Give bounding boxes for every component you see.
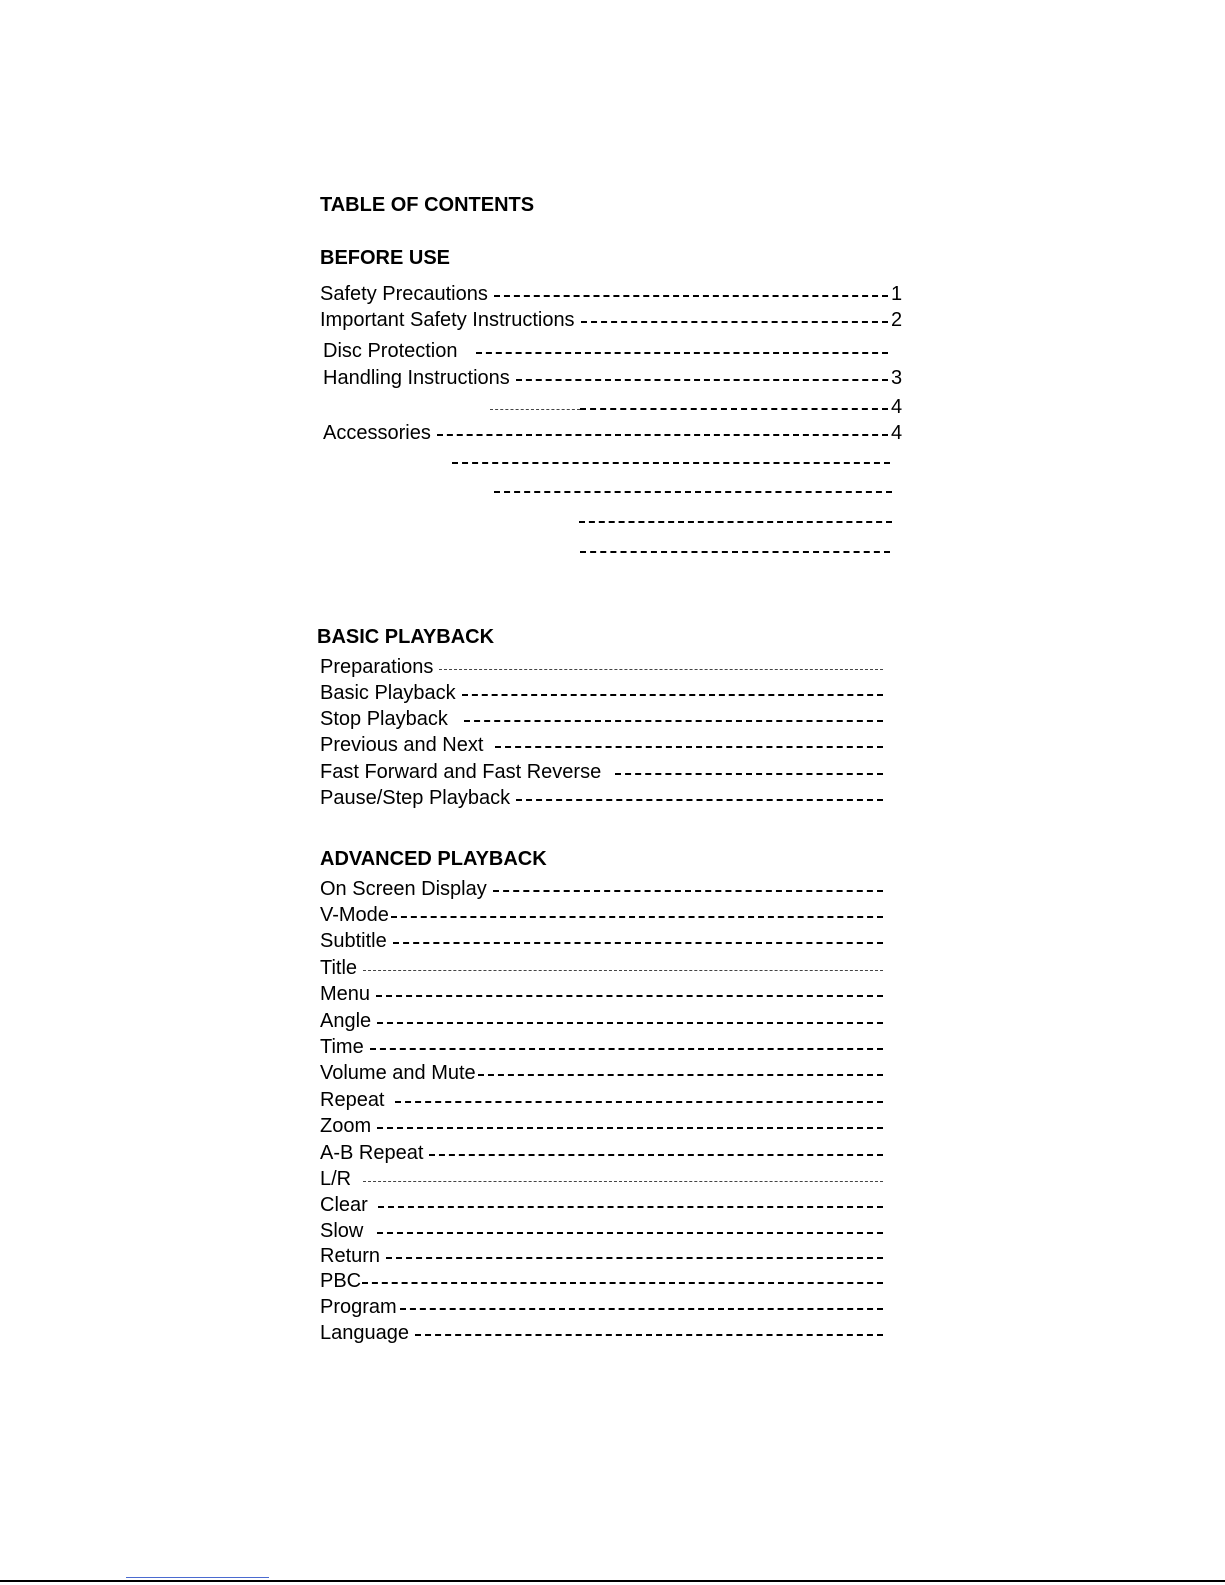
toc-entry-program (320, 1294, 886, 1320)
toc-entry-basic-playback (320, 680, 886, 706)
toc-entry-previous-and-next (320, 732, 886, 758)
toc-entry-label: Accessories (323, 422, 431, 444)
dot-leader (516, 379, 888, 381)
dot-leader (400, 1308, 883, 1310)
toc-entry-label: Repeat (320, 1089, 385, 1111)
dot-leader (580, 551, 890, 553)
toc-entry-pause-step-playback (320, 785, 886, 811)
toc-entry-label: Safety Precautions (320, 283, 488, 305)
dot-leader (393, 942, 883, 944)
toc-entry-label: Return (320, 1245, 381, 1267)
toc-entry-page: 1 (891, 283, 903, 305)
toc-entry-important-safety-instructions (320, 307, 905, 333)
toc-entry-unlabeled (490, 394, 905, 420)
toc-entry-label: Zoom (320, 1115, 372, 1137)
dot-leader (493, 890, 883, 892)
toc-entry-menu (320, 981, 886, 1007)
dot-leader (437, 434, 888, 436)
toc-entry-label: On Screen Display (320, 878, 487, 900)
section-heading-advanced-playback: ADVANCED PLAYBACK (320, 848, 547, 870)
dot-leader (429, 1154, 883, 1156)
dot-leader (495, 746, 883, 748)
toc-entry-label: Previous and Next (320, 734, 484, 756)
section-heading-before-use: BEFORE USE (320, 247, 451, 269)
dot-leader (395, 1101, 884, 1103)
dot-leader (386, 1257, 883, 1259)
toc-entry-label: Handling Instructions (323, 367, 510, 389)
toc-entry-slow (320, 1218, 886, 1244)
toc-entry-label: Program (320, 1296, 397, 1318)
toc-entry-label: Clear (320, 1194, 368, 1216)
dot-leader (581, 321, 888, 323)
dot-leader (579, 521, 892, 523)
dot-leader (476, 352, 889, 354)
toc-entry-on-screen-display (320, 876, 886, 902)
toc-entry-safety-precautions (320, 281, 905, 307)
toc-entry-time (320, 1034, 886, 1060)
dot-leader (377, 1232, 883, 1234)
toc-entry-label: L/R (320, 1168, 352, 1190)
section-heading-basic-playback: BASIC PLAYBACK (317, 626, 495, 648)
dot-leader (615, 773, 883, 775)
toc-entry-label: Menu (320, 983, 371, 1005)
toc-entry-accessories (323, 420, 905, 446)
dot-leader (452, 462, 890, 464)
toc-entry-label: Volume and Mute (320, 1062, 476, 1084)
toc-entry-clear (320, 1192, 886, 1218)
dot-leader (377, 1022, 883, 1024)
toc-entry-page: 3 (891, 367, 903, 389)
dot-leader (362, 1282, 883, 1284)
toc-entry-preparations (320, 654, 886, 680)
toc-entry-zoom (320, 1113, 886, 1139)
footer-rule (0, 1580, 1225, 1582)
toc-entry-label: Time (320, 1036, 364, 1058)
dot-leader (478, 1074, 883, 1076)
dot-leader (363, 970, 883, 971)
dot-leader (378, 1206, 883, 1208)
toc-entry-label: Basic Playback (320, 682, 456, 704)
toc-entry-return (320, 1243, 886, 1269)
dot-leader (490, 409, 580, 410)
toc-entry-label: Title (320, 957, 358, 979)
footer-link-underline (126, 1577, 269, 1578)
toc-entry-stop-playback (320, 706, 886, 732)
toc-entry-label: Slow (320, 1220, 364, 1242)
toc-entry-a-b-repeat (320, 1140, 886, 1166)
toc-entry-label: PBC (320, 1270, 362, 1292)
dot-leader (370, 1048, 883, 1050)
toc-entry-angle (320, 1008, 886, 1034)
dot-leader (516, 799, 883, 801)
toc-entry-label: Pause/Step Playback (320, 787, 511, 809)
toc-entry-volume-and-mute (320, 1060, 886, 1086)
toc-entry-label: Important Safety Instructions (320, 309, 575, 331)
dot-leader (494, 491, 892, 493)
toc-entry-label: Fast Forward and Fast Reverse (320, 761, 602, 783)
toc-entry-label: Subtitle (320, 930, 387, 952)
toc-entry-label: Preparations (320, 656, 434, 678)
toc-entry-language (320, 1320, 886, 1346)
dot-leader (391, 916, 883, 918)
toc-entry-repeat (320, 1087, 886, 1113)
dot-leader (462, 694, 883, 696)
toc-entry-label: Language (320, 1322, 409, 1344)
toc-entry-subtitle (320, 928, 886, 954)
dot-leader (464, 720, 883, 722)
dot-leader (376, 995, 883, 997)
toc-entry-page: 4 (891, 396, 903, 418)
toc-entry-label: Angle (320, 1010, 372, 1032)
toc-entry-disc-protection (323, 338, 891, 364)
toc-entry-label: Disc Protection (323, 340, 458, 362)
toc-entry-pbc (320, 1268, 886, 1294)
toc-entry-l-r (320, 1166, 886, 1192)
dot-leader (494, 295, 888, 297)
toc-entry-label: V-Mode (320, 904, 389, 926)
toc-entry-page: 4 (891, 422, 903, 444)
toc-entry-handling-instructions (323, 365, 905, 391)
toc-entry-fast-forward-and-fast-reverse (320, 759, 886, 785)
toc-entry-page: 2 (891, 309, 903, 331)
page-title: TABLE OF CONTENTS (320, 194, 535, 216)
toc-entry-label: A-B Repeat (320, 1142, 424, 1164)
dot-leader (439, 669, 883, 670)
toc-entry-title (320, 955, 886, 981)
dot-leader (363, 1181, 883, 1182)
dot-leader (580, 408, 888, 410)
toc-entry-v-mode (320, 902, 886, 928)
dot-leader (377, 1127, 883, 1129)
dot-leader (415, 1334, 883, 1336)
toc-entry-label: Stop Playback (320, 708, 448, 730)
